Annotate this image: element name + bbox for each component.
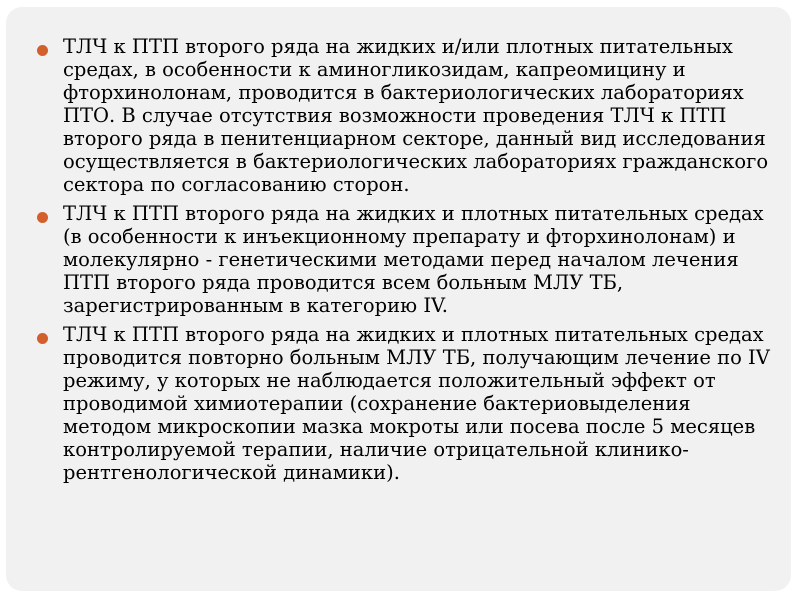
bullet-item-2 — [31, 202, 771, 317]
bullet-list — [31, 35, 771, 490]
bullet-item-1 — [31, 35, 771, 196]
slide — [6, 7, 791, 591]
bullet-dot-icon — [37, 45, 48, 56]
bullet-dot-icon — [37, 333, 48, 344]
bullet-dot-icon — [37, 212, 48, 223]
bullet-text-1: ТЛЧ к ПТП второго ряда на жидких и/или плотных питательных средах, в особенности к аминогликозидам, капреомицину и фторхинолонам, проводится в бактериологических лабораториях ПТО. В случае отсутствия возможности проведения ТЛЧ к ПТП второго ряда в пенитенциарном секторе, данный вид исследования осуществляется в бактериологических лабораториях гражданского сектора по согласованию сторон. — [63, 35, 769, 196]
bullet-text-2: ТЛЧ к ПТП второго ряда на жидких и плотных питательных средах (в особенности к инъекционному препарату и фторхинолонам) и молекулярно - генетическими методами перед началом лечения ПТП второго ряда проводится всем больным МЛУ ТБ, зарегистрированным в категорию IV. — [63, 202, 764, 317]
bullet-item-3 — [31, 323, 771, 484]
bullet-text-3: ТЛЧ к ПТП второго ряда на жидких и плотных питательных средах проводится повторно больным МЛУ ТБ, получающим лечение по IV режиму, у которых не наблюдается положительный эффект от проводимой химиотерапии (сохранение бактериовыделения методом микроскопии мазка мокроты или посева после 5 месяцев контролируемой терапии, наличие отрицательной клинико-рентгенологической динамики). — [63, 323, 770, 484]
